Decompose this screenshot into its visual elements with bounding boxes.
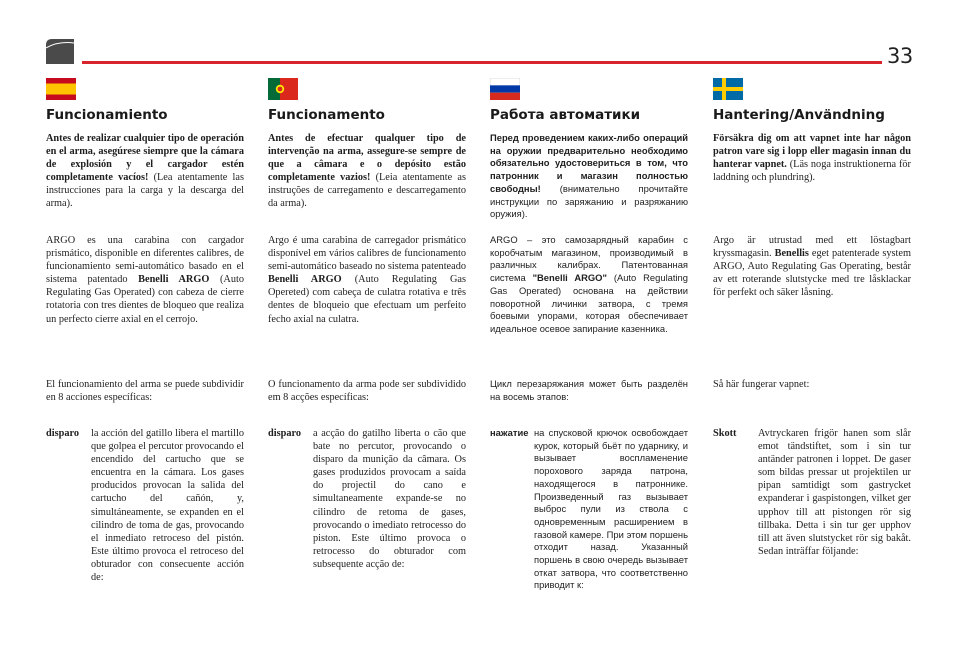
definition-text: Avtryckaren frigör hanen som slår emot tändstiftet, som i sin tur antänder patronen i loppet. De gaser som bildas pressar ut projektilen ur pipan samtidigt som gastrycket expanderar i gaspistongen, vilket ger upphov till att pistongen rör sig tillbaka. Detta i sin tur ger upphov till att även slutstycket rör sig bakåt. Sedan inträffar följande: xyxy=(758,428,911,557)
definition-term: нажатие xyxy=(490,427,529,438)
sweden-flag-icon xyxy=(713,78,743,100)
description-paragraph: ARGO – это самозарядный карабин с коробчатым магазином, производимый в различных калибрах. Патентованная система "Benelli ARGO" (Auto Regulating Gas Operated) основана на действии поворотной личинки затвора, с тремя боевыми упорами, которая обеспечивает идеальное осевое запирание казенника. xyxy=(490,234,688,334)
section-title: Работа автоматики xyxy=(490,107,641,123)
definition-term: disparo xyxy=(268,428,302,439)
section-title: Hantering/Användning xyxy=(713,107,885,123)
safety-warning: Försäkra dig om att vapnet inte har någon patron vare sig i lopp eller magasin innan du hanterar vapnet. (Läs noga instruktionerna för laddning och plundring). xyxy=(713,133,911,184)
column-swedish xyxy=(713,78,911,557)
section-title: Funcionamiento xyxy=(46,107,168,123)
subdivision-text: Så här fungerar vapnet: xyxy=(713,379,810,390)
safety-warning: Antes de realizar cualquier tipo de operación en el arma, asegúrese siempre que la cámara de explosión y el cargador estén completamente vacíos! (Lea atentamente las instrucciones para la carga y la descarga del arma). xyxy=(46,133,244,210)
header-rule xyxy=(82,61,882,64)
subdivision-text: O funcionamento da arma pode ser subdividido em 8 acções específicas: xyxy=(268,379,466,404)
definition-text: a acção do gatilho liberta o cão que bate no percutor, provocando o disparo da munição da câmara. Os gases produzidos provocam a saída do projectil do cano e simultaneamente expande-se no cilindro de retoma de gases, provocando o imediato retrocesso do piston. Este último provoca o retrocesso do obturador com subsequente acção de: xyxy=(313,428,466,570)
subdivision-text: Цикл перезаряжания может быть разделён на восемь этапов: xyxy=(490,378,688,402)
definition-term: Skott xyxy=(713,428,737,439)
description-paragraph: Argo é uma carabina de carregador prismático disponível em vários calibres de funcionamento semi-automático baseado no sistema patenteado Benelli ARGO (Auto Regulating Gas Opereted) com cabeça de culatra rotativa e três dentes de bloqueio que efectuam um perfeito fecho axial na culatra. xyxy=(268,235,466,325)
definition-item xyxy=(268,427,466,571)
safety-warning: Antes de efectuar qualquer tipo de intervenção na arma, assegure-se sempre de que a câmara e o depósito estão completamente vazios! (Leia atentamente as instruções de carregamento e descarregamento da arma). xyxy=(268,133,466,210)
safety-warning: Перед проведением каких-либо операций на оружии предварительно необходимо обязательно удостовериться в том, что патронник и магазин полностью свободны! (внимательно прочитайте инструкции по заряжанию и разряжанию оружия). xyxy=(490,132,688,220)
definition-item xyxy=(713,427,911,558)
page-number: 33 xyxy=(887,44,913,68)
portugal-flag-icon xyxy=(268,78,298,100)
column-russian xyxy=(490,78,688,591)
definition-item xyxy=(490,427,688,592)
description-paragraph: Argo är utrustad med ett löstagbart kryssmagasin. Benellis eget patenterade system ARGO, Auto Regulating Gas Operating, består av ett roterande slutstycke med tre låsklackar för perfekt och säker låsning. xyxy=(713,235,911,299)
section-title: Funcionamento xyxy=(268,107,385,123)
definition-text: la acción del gatillo libera el martillo que golpea el percutor provocando el encendido del cartucho que se encuentra en la cámara. Los gases producidos provocan la salida del cartucho del cañón, y, simultáneamente, se expanden en el cilindro de toma de gas, provocando el inmediato retroceso del pistón. Este último provoca el retroceso del obturador con consecuente acción de: xyxy=(91,428,244,584)
column-spanish xyxy=(46,78,244,584)
description-paragraph: ARGO es una carabina con cargador prismático, disponible en diferentes calibres, de funcionamiento semi-automático basado en el sistema patentado Benelli ARGO (Auto Regulating Gas Operated) con cabeza de cierre rotatoria con tres dientes de bloqueo que realiza un perfecto cierre axial en el cerrojo. xyxy=(46,235,244,325)
definition-item xyxy=(46,427,244,584)
definition-term: disparo xyxy=(46,428,80,439)
brand-logo-icon xyxy=(46,39,74,64)
definition-text: на спусковой крючок освобождает курок, который бьёт по ударнику, и вызывает воспламенение порохового заряда патрона, находящегося в патроннике. Произведенный газ вызывает выброс пули из ствола с одновременным расширением в газовой камере. При этом поршень отходит назад. Указанный поршень в свою очередь вызывает откат затвора, что соответственно приводит к: xyxy=(534,427,688,591)
subdivision-text: El funcionamiento del arma se puede subdividir en 8 acciones específicas: xyxy=(46,379,244,404)
column-portuguese xyxy=(268,78,466,570)
russia-flag-icon xyxy=(490,78,520,100)
spain-flag-icon xyxy=(46,78,76,100)
